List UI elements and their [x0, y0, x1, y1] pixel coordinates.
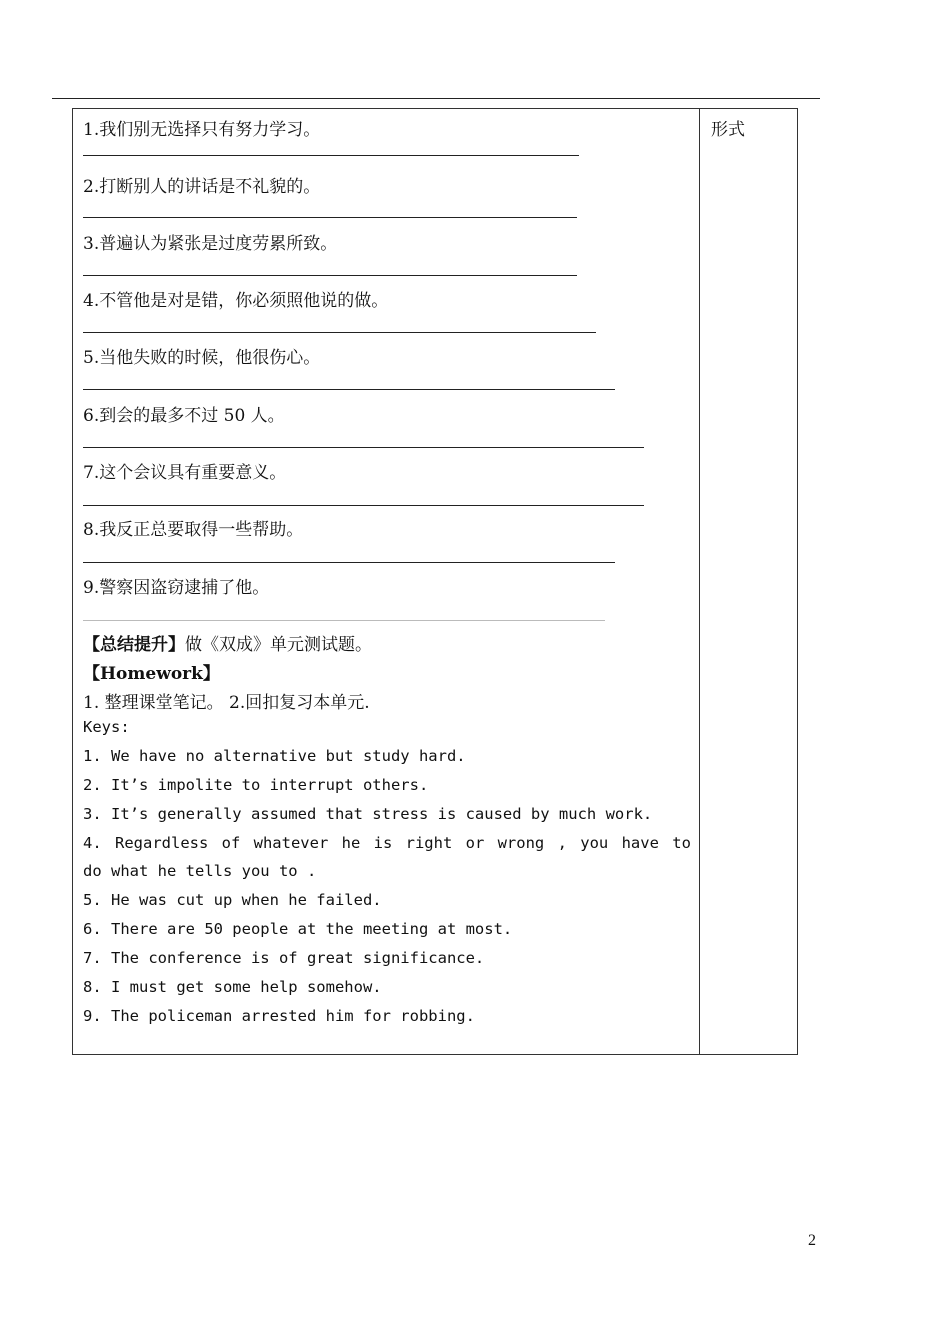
- exercise-item-6: 6.到会的最多不过 50 人。: [83, 406, 285, 426]
- key-item-4-cont: do what he tells you to .: [83, 862, 317, 880]
- answer-line-3[interactable]: [83, 275, 577, 276]
- exercise-item-5: 5.当他失败的时候，他很伤心。: [83, 348, 321, 368]
- key-item-2: 2. It’s impolite to interrupt others.: [83, 776, 429, 794]
- exercise-item-7: 7.这个会议具有重要意义。: [83, 463, 287, 483]
- key-item-5: 5. He was cut up when he failed.: [83, 891, 382, 909]
- exercise-item-4: 4.不管他是对是错，你必须照他说的做。: [83, 291, 389, 311]
- summary-label: 【总结提升】: [83, 635, 185, 655]
- answer-line-8[interactable]: [83, 562, 615, 563]
- answer-line-1[interactable]: [83, 155, 579, 156]
- exercise-item-9: 9.警察因盗窃逮捕了他。: [83, 578, 270, 598]
- worksheet-table: [72, 108, 798, 1055]
- exercise-item-2: 2.打断别人的讲话是不礼貌的。: [83, 177, 321, 197]
- homework-label: 【Homework】: [83, 664, 220, 684]
- exercise-item-1: 1.我们别无选择只有努力学习。: [83, 120, 321, 140]
- exercise-item-8: 8.我反正总要取得一些帮助。: [83, 520, 304, 540]
- answer-line-7[interactable]: [83, 505, 644, 506]
- summary-line: [83, 630, 372, 655]
- key-item-9: 9. The policeman arrested him for robbing.: [83, 1007, 475, 1025]
- key-item-6: 6. There are 50 people at the meeting at most.: [83, 920, 513, 938]
- key-item-4: 4. Regardless of whatever he is right or wrong , you have to: [83, 834, 691, 852]
- key-item-1: 1. We have no alternative but study hard.: [83, 747, 466, 765]
- homework-tasks: 1. 整理课堂笔记。 2.回扣复习本单元.: [83, 693, 370, 713]
- summary-text: 做《双成》单元测试题。: [185, 635, 372, 655]
- keys-label: Keys:: [83, 718, 130, 736]
- exercise-item-3: 3.普遍认为紧张是过度劳累所致。: [83, 234, 338, 254]
- answer-line-2[interactable]: [83, 217, 577, 218]
- answer-line-9[interactable]: [83, 620, 605, 621]
- answer-line-4[interactable]: [83, 332, 596, 333]
- page-number: 2: [808, 1232, 816, 1249]
- answer-line-5[interactable]: [83, 389, 615, 390]
- key-item-8: 8. I must get some help somehow.: [83, 978, 382, 996]
- answer-line-6[interactable]: [83, 447, 644, 448]
- key-item-3: 3. It’s generally assumed that stress is caused by much work.: [83, 805, 653, 823]
- side-column-label: 形式: [711, 120, 745, 140]
- column-divider: [699, 109, 700, 1054]
- header-rule: [52, 98, 820, 99]
- key-item-7: 7. The conference is of great significance.: [83, 949, 485, 967]
